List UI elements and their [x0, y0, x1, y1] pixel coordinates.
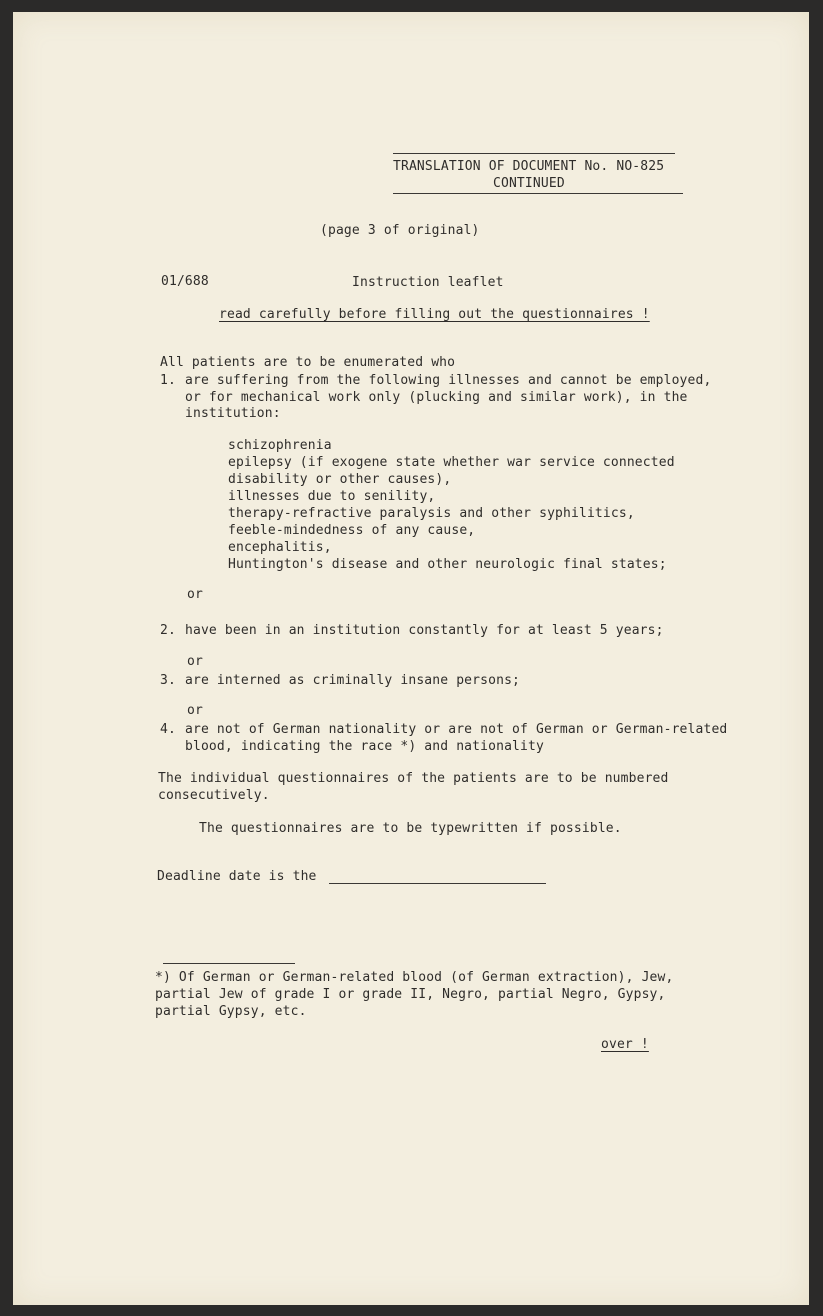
illness-item: feeble-mindedness of any cause,	[228, 523, 476, 538]
illness-item: disability or other causes),	[228, 472, 452, 487]
footnote-line: partial Jew of grade I or grade II, Negro, partial Negro, Gypsy,	[155, 987, 666, 1002]
footnote-rule	[163, 963, 295, 964]
page-subheading: read carefully before filling out the questionnaires !	[219, 307, 650, 322]
item-text-line: have been in an institution constantly for at least 5 years;	[185, 623, 664, 638]
document-number: 01/688	[161, 274, 209, 289]
item-number: 3.	[160, 673, 176, 688]
intro-text: All patients are to be enumerated who	[160, 355, 456, 370]
item-text-line: institution:	[185, 406, 281, 421]
document-page	[13, 12, 809, 1305]
illness-item: encephalitis,	[228, 540, 332, 555]
paragraph-line: consecutively.	[158, 788, 270, 803]
illness-item: illnesses due to senility,	[228, 489, 436, 504]
item-text-line: are interned as criminally insane persons;	[185, 673, 521, 688]
item-text-line: blood, indicating the race *) and nationality	[185, 739, 544, 754]
item-number: 2.	[160, 623, 176, 638]
page-reference: (page 3 of original)	[320, 223, 480, 238]
document-title: TRANSLATION OF DOCUMENT No. NO-825	[393, 159, 665, 174]
item-number: 1.	[160, 373, 176, 388]
or-separator: or	[187, 587, 203, 602]
illness-item: therapy-refractive paralysis and other syphilitics,	[228, 506, 635, 521]
illness-item: epilepsy (if exogene state whether war service connected	[228, 455, 675, 470]
paragraph-line: The questionnaires are to be typewritten if possible.	[199, 821, 622, 836]
header-bottom-rule	[393, 193, 683, 194]
item-text-line: or for mechanical work only (plucking and similar work), in the	[185, 390, 688, 405]
document-subtitle: CONTINUED	[493, 176, 565, 191]
item-text-line: are suffering from the following illnesses and cannot be employed,	[185, 373, 712, 388]
over-note: over !	[601, 1037, 649, 1052]
illness-item: schizophrenia	[228, 438, 332, 453]
or-separator: or	[187, 703, 203, 718]
illness-item: Huntington's disease and other neurologic final states;	[228, 557, 667, 572]
paragraph-line: The individual questionnaires of the patients are to be numbered	[158, 771, 669, 786]
page-heading: Instruction leaflet	[352, 275, 504, 290]
deadline-label: Deadline date is the	[157, 869, 317, 884]
deadline-blank-line	[329, 883, 546, 884]
or-separator: or	[187, 654, 203, 669]
item-text-line: are not of German nationality or are not of German or German-related	[185, 722, 728, 737]
footnote-line: partial Gypsy, etc.	[155, 1004, 307, 1019]
footnote-line: *) Of German or German-related blood (of German extraction), Jew,	[155, 970, 674, 985]
header-top-rule	[393, 153, 675, 154]
item-number: 4.	[160, 722, 176, 737]
